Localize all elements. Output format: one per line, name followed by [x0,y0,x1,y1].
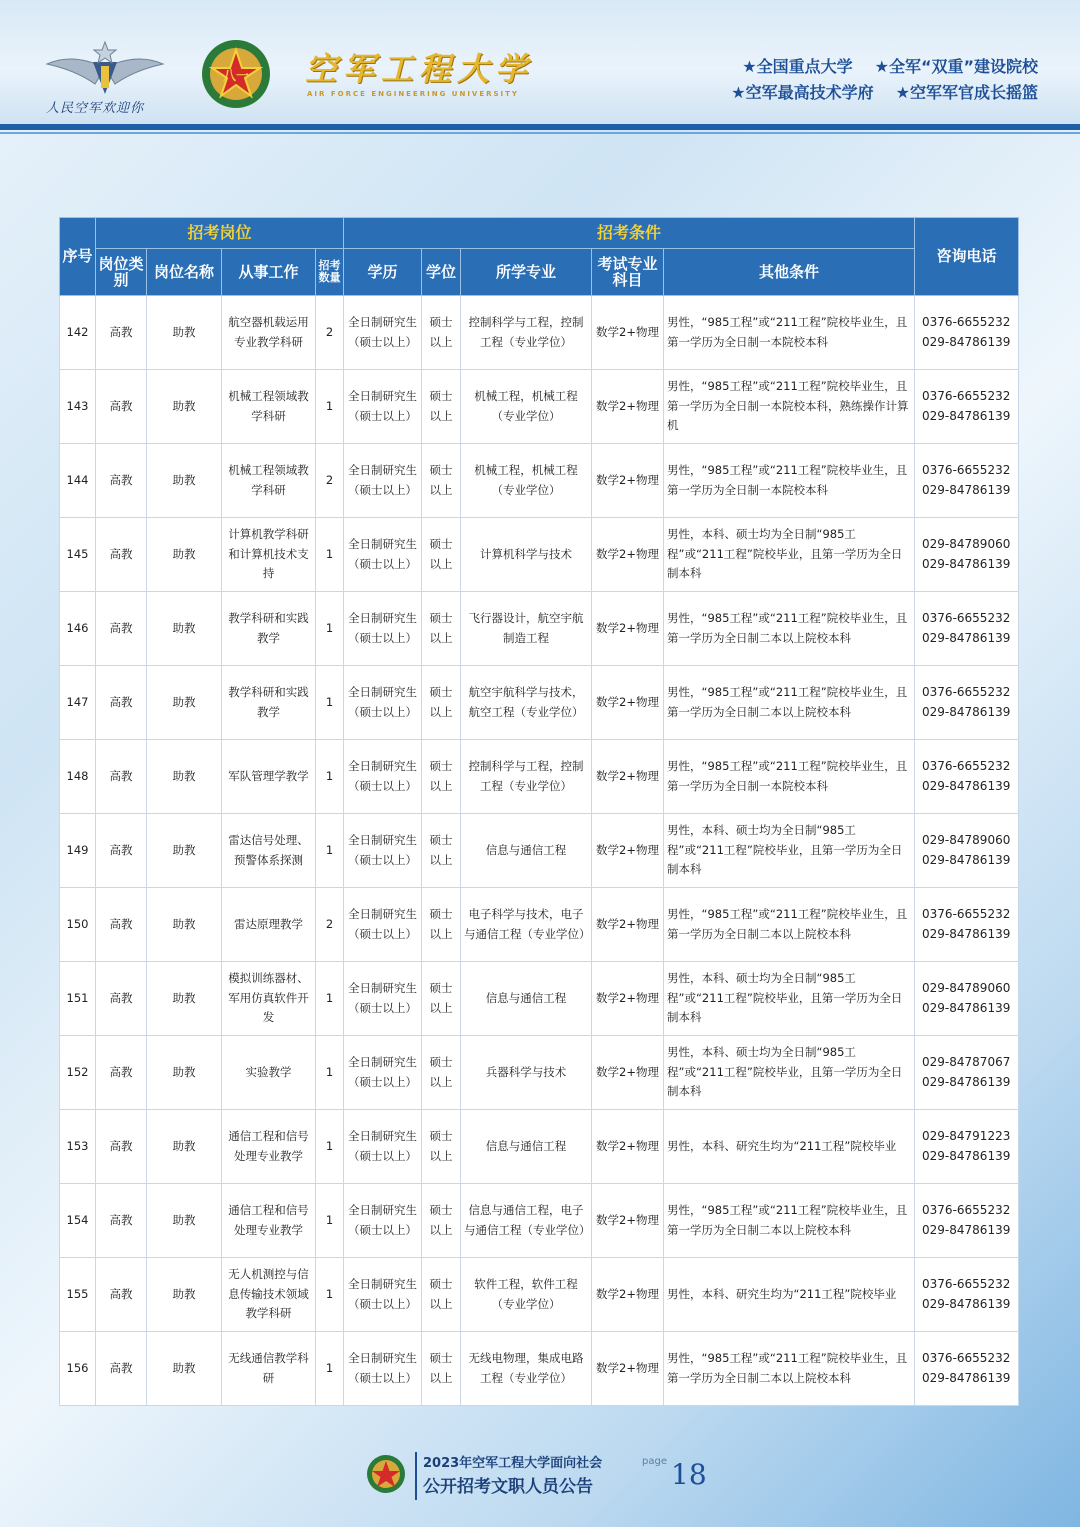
header-group-position: 招考岗位 [96,218,344,249]
cell-category: 高教 [96,296,147,370]
phone-number: 029-84786139 [922,778,1011,793]
header-exam: 考试专业科目 [592,249,664,296]
star-icon: ★ [895,83,910,102]
phone-number: 029-84786139 [922,408,1011,423]
cell-other: 男性，“985工程”或“211工程”院校毕业生，且第一学历为全日制二本以上院校本科 [664,592,915,666]
cell-name: 助教 [147,740,222,814]
table-row [60,592,1019,666]
phone-number: 0376-6655232 [922,463,1011,478]
cell-other: 男性，“985工程”或“211工程”院校毕业生，且第一学历为全日制一本院校本科 [664,740,915,814]
cell-other: 男性，“985工程”或“211工程”院校毕业生，且第一学历为全日制二本以上院校本科 [664,666,915,740]
cell-major: 无线电物理，集成电路工程（专业学位） [461,1332,592,1406]
cell-phone [915,296,1019,370]
phone-number: 029-84789060 [922,537,1011,552]
cell-name: 助教 [147,1184,222,1258]
cell-seq: 144 [60,444,96,518]
cell-seq: 151 [60,962,96,1036]
cell-category: 高教 [96,518,147,592]
cell-exam: 数学2+物理 [592,1332,664,1406]
cell-phone [915,740,1019,814]
phone-number: 029-84786139 [922,852,1011,867]
footer-title-line2: 公开招考文职人员公告 [423,1477,593,1497]
cell-work: 军队管理学教学 [222,740,316,814]
cell-work: 无人机测控与信息传输技术领域教学科研 [222,1258,316,1332]
phone-number: 029-84786139 [922,1074,1011,1089]
cell-seq: 156 [60,1332,96,1406]
cell-exam: 数学2+物理 [592,740,664,814]
cell-major: 软件工程，软件工程（专业学位） [461,1258,592,1332]
cell-name: 助教 [147,592,222,666]
cell-phone [915,1258,1019,1332]
cell-count: 1 [316,1110,344,1184]
cell-other: 男性，本科、研究生均为“211工程”院校毕业 [664,1258,915,1332]
cell-education: 全日制研究生（硕士以上） [344,740,422,814]
cell-degree: 硕士以上 [422,296,461,370]
cell-major: 信息与通信工程 [461,814,592,888]
cell-other: 男性，“985工程”或“211工程”院校毕业生，且第一学历为全日制一本院校本科，熟练操作计算机 [664,370,915,444]
cell-major: 计算机科学与技术 [461,518,592,592]
cell-phone [915,1332,1019,1406]
slogan: 人民空军欢迎你 [46,101,145,116]
cell-work: 航空器机载运用专业教学科研 [222,296,316,370]
header-phone: 咨询电话 [915,218,1019,296]
cell-name: 助教 [147,814,222,888]
cell-other: 男性，本科、研究生均为“211工程”院校毕业 [664,1110,915,1184]
cell-seq: 152 [60,1036,96,1110]
cell-other: 男性，“985工程”或“211工程”院校毕业生，且第一学历为全日制二本以上院校本科 [664,888,915,962]
cell-major: 航空宇航科学与技术，航空工程（专业学位） [461,666,592,740]
cell-degree: 硕士以上 [422,592,461,666]
cell-phone [915,370,1019,444]
cell-work: 机械工程领域教学科研 [222,444,316,518]
cell-name: 助教 [147,962,222,1036]
cell-major: 信息与通信工程，电子与通信工程（专业学位） [461,1184,592,1258]
cell-work: 教学科研和实践教学 [222,666,316,740]
cell-education: 全日制研究生（硕士以上） [344,1258,422,1332]
table-row [60,740,1019,814]
header-major: 所学专业 [461,249,592,296]
tagline: ★空军军官成长摇篮 [895,83,1038,102]
cell-education: 全日制研究生（硕士以上） [344,888,422,962]
cell-exam: 数学2+物理 [592,444,664,518]
cell-seq: 146 [60,592,96,666]
cell-other: 男性，本科、硕士均为全日制“985工程”或“211工程”院校毕业，且第一学历为全日制本科 [664,962,915,1036]
phone-number: 0376-6655232 [922,1351,1011,1366]
cell-other: 男性，“985工程”或“211工程”院校毕业生，且第一学历为全日制二本以上院校本科 [664,1332,915,1406]
cell-education: 全日制研究生（硕士以上） [344,962,422,1036]
table-row [60,444,1019,518]
cell-phone [915,444,1019,518]
cell-education: 全日制研究生（硕士以上） [344,296,422,370]
cell-category: 高教 [96,1110,147,1184]
table-row [60,370,1019,444]
recruitment-table [59,217,1019,1406]
table-row [60,518,1019,592]
cell-count: 1 [316,1258,344,1332]
cell-phone [915,666,1019,740]
cell-phone [915,518,1019,592]
army-badge-emblem [200,38,272,110]
cell-degree: 硕士以上 [422,370,461,444]
cell-category: 高教 [96,370,147,444]
cell-seq: 153 [60,1110,96,1184]
cell-category: 高教 [96,592,147,666]
table-body [60,296,1019,1406]
cell-education: 全日制研究生（硕士以上） [344,1110,422,1184]
cell-work: 雷达原理教学 [222,888,316,962]
tagline: ★空军最高技术学府 [731,83,874,102]
table-row [60,1184,1019,1258]
cell-major: 兵器科学与技术 [461,1036,592,1110]
cell-count: 1 [316,666,344,740]
page-label: page [642,1456,667,1467]
cell-category: 高教 [96,962,147,1036]
cell-seq: 142 [60,296,96,370]
cell-other: 男性，本科、硕士均为全日制“985工程”或“211工程”院校毕业，且第一学历为全日制本科 [664,1036,915,1110]
cell-degree: 硕士以上 [422,666,461,740]
cell-seq: 143 [60,370,96,444]
cell-count: 1 [316,962,344,1036]
phone-number: 029-84786139 [922,1222,1011,1237]
phone-number: 029-84786139 [922,704,1011,719]
tagline: ★全国重点大学 [742,57,853,76]
cell-phone [915,592,1019,666]
cell-name: 助教 [147,1332,222,1406]
phone-number: 0376-6655232 [922,1277,1011,1292]
svg-text:八一: 八一 [222,69,250,84]
table-row [60,888,1019,962]
cell-name: 助教 [147,444,222,518]
cell-other: 男性，“985工程”或“211工程”院校毕业生，且第一学历为全日制一本院校本科 [664,444,915,518]
cell-seq: 145 [60,518,96,592]
cell-major: 飞行器设计，航空宇航制造工程 [461,592,592,666]
cell-count: 1 [316,518,344,592]
header-other: 其他条件 [664,249,915,296]
phone-number: 029-84787067 [922,1055,1011,1070]
cell-degree: 硕士以上 [422,814,461,888]
cell-education: 全日制研究生（硕士以上） [344,1036,422,1110]
university-name-en: AIR FORCE ENGINEERING UNIVERSITY [307,90,520,98]
cell-seq: 149 [60,814,96,888]
cell-degree: 硕士以上 [422,1184,461,1258]
cell-degree: 硕士以上 [422,888,461,962]
cell-degree: 硕士以上 [422,444,461,518]
cell-category: 高教 [96,888,147,962]
phone-number: 029-84786139 [922,1000,1011,1015]
cell-exam: 数学2+物理 [592,296,664,370]
cell-education: 全日制研究生（硕士以上） [344,1184,422,1258]
phone-number: 0376-6655232 [922,759,1011,774]
cell-degree: 硕士以上 [422,962,461,1036]
cell-name: 助教 [147,370,222,444]
header-category: 岗位类别 [96,249,147,296]
table-row [60,1110,1019,1184]
cell-name: 助教 [147,518,222,592]
cell-major: 机械工程，机械工程（专业学位） [461,370,592,444]
header-name: 岗位名称 [147,249,222,296]
cell-degree: 硕士以上 [422,1258,461,1332]
cell-count: 1 [316,1036,344,1110]
header-education: 学历 [344,249,422,296]
table-row [60,1036,1019,1110]
cell-seq: 148 [60,740,96,814]
phone-number: 029-84786139 [922,482,1011,497]
table-row [60,296,1019,370]
cell-work: 模拟训练器材、军用仿真软件开发 [222,962,316,1036]
cell-name: 助教 [147,888,222,962]
cell-education: 全日制研究生（硕士以上） [344,518,422,592]
table-row [60,666,1019,740]
cell-seq: 155 [60,1258,96,1332]
cell-name: 助教 [147,666,222,740]
phone-number: 029-84791223 [922,1129,1011,1144]
phone-number: 0376-6655232 [922,907,1011,922]
cell-major: 机械工程，机械工程（专业学位） [461,444,592,518]
cell-major: 信息与通信工程 [461,962,592,1036]
cell-exam: 数学2+物理 [592,962,664,1036]
cell-seq: 150 [60,888,96,962]
cell-phone [915,888,1019,962]
cell-count: 1 [316,1184,344,1258]
footer-title-line1: 2023年空军工程大学面向社会 [423,1456,603,1471]
cell-name: 助教 [147,1258,222,1332]
header-seq: 序号 [60,218,96,296]
university-name: 空军工程大学 [305,50,534,88]
header-work: 从事工作 [222,249,316,296]
cell-exam: 数学2+物理 [592,1110,664,1184]
cell-other: 男性，“985工程”或“211工程”院校毕业生，且第一学历为全日制一本院校本科 [664,296,915,370]
cell-phone [915,1036,1019,1110]
cell-degree: 硕士以上 [422,1110,461,1184]
cell-exam: 数学2+物理 [592,1036,664,1110]
cell-major: 控制科学与工程，控制工程（专业学位） [461,740,592,814]
table-row [60,1258,1019,1332]
cell-education: 全日制研究生（硕士以上） [344,666,422,740]
cell-exam: 数学2+物理 [592,814,664,888]
cell-name: 助教 [147,296,222,370]
cell-work: 教学科研和实践教学 [222,592,316,666]
cell-name: 助教 [147,1110,222,1184]
cell-count: 2 [316,296,344,370]
page-footer [365,1448,725,1508]
footer-divider [415,1452,417,1500]
cell-exam: 数学2+物理 [592,370,664,444]
cell-exam: 数学2+物理 [592,1258,664,1332]
cell-degree: 硕士以上 [422,518,461,592]
cell-category: 高教 [96,1332,147,1406]
cell-exam: 数学2+物理 [592,666,664,740]
phone-number: 0376-6655232 [922,1203,1011,1218]
cell-degree: 硕士以上 [422,1036,461,1110]
cell-other: 男性，本科、硕士均为全日制“985工程”或“211工程”院校毕业，且第一学历为全日制本科 [664,518,915,592]
cell-category: 高教 [96,666,147,740]
star-icon: ★ [731,83,746,102]
cell-phone [915,962,1019,1036]
cell-work: 无线通信教学科研 [222,1332,316,1406]
cell-seq: 154 [60,1184,96,1258]
phone-number: 029-84786139 [922,926,1011,941]
tagline-row [638,80,1038,106]
cell-other: 男性，本科、硕士均为全日制“985工程”或“211工程”院校毕业，且第一学历为全日制本科 [664,814,915,888]
star-icon: ★ [742,57,757,76]
cell-degree: 硕士以上 [422,740,461,814]
header-count: 招考数量 [316,249,344,296]
cell-seq: 147 [60,666,96,740]
phone-number: 029-84786139 [922,556,1011,571]
cell-category: 高教 [96,814,147,888]
phone-number: 0376-6655232 [922,611,1011,626]
cell-category: 高教 [96,1036,147,1110]
tagline-row [638,54,1038,80]
cell-work: 实验教学 [222,1036,316,1110]
phone-number: 0376-6655232 [922,315,1011,330]
cell-count: 1 [316,1332,344,1406]
cell-category: 高教 [96,444,147,518]
cell-work: 机械工程领域教学科研 [222,370,316,444]
cell-phone [915,1184,1019,1258]
cell-work: 通信工程和信号处理专业教学 [222,1184,316,1258]
cell-exam: 数学2+物理 [592,888,664,962]
cell-work: 计算机教学科研和计算机技术支持 [222,518,316,592]
cell-name: 助教 [147,1036,222,1110]
phone-number: 0376-6655232 [922,389,1011,404]
header-divider-thin [0,132,1080,134]
phone-number: 029-84786139 [922,630,1011,645]
header-group-conditions: 招考条件 [344,218,915,249]
page-number: 18 [671,1458,707,1491]
phone-number: 029-84789060 [922,833,1011,848]
page-header [0,0,1080,125]
star-icon: ★ [874,57,889,76]
header-degree: 学位 [422,249,461,296]
cell-work: 雷达信号处理、预警体系探测 [222,814,316,888]
cell-phone [915,814,1019,888]
cell-education: 全日制研究生（硕士以上） [344,370,422,444]
cell-major: 控制科学与工程，控制工程（专业学位） [461,296,592,370]
cell-exam: 数学2+物理 [592,1184,664,1258]
tagline: ★全军“双重”建设院校 [874,57,1038,76]
cell-count: 1 [316,740,344,814]
cell-education: 全日制研究生（硕士以上） [344,814,422,888]
cell-other: 男性，“985工程”或“211工程”院校毕业生，且第一学历为全日制二本以上院校本科 [664,1184,915,1258]
phone-number: 029-84786139 [922,1296,1011,1311]
cell-phone [915,1110,1019,1184]
table-row [60,962,1019,1036]
cell-exam: 数学2+物理 [592,592,664,666]
phone-number: 029-84786139 [922,1148,1011,1163]
cell-count: 1 [316,370,344,444]
cell-exam: 数学2+物理 [592,518,664,592]
phone-number: 029-84786139 [922,334,1011,349]
cell-work: 通信工程和信号处理专业教学 [222,1110,316,1184]
cell-count: 2 [316,888,344,962]
table-row [60,814,1019,888]
cell-category: 高教 [96,1258,147,1332]
cell-major: 电子科学与技术，电子与通信工程（专业学位） [461,888,592,962]
cell-education: 全日制研究生（硕士以上） [344,444,422,518]
cell-education: 全日制研究生（硕士以上） [344,1332,422,1406]
taglines [638,54,1038,106]
phone-number: 0376-6655232 [922,685,1011,700]
cell-count: 1 [316,814,344,888]
cell-degree: 硕士以上 [422,1332,461,1406]
table-row [60,1332,1019,1406]
cell-category: 高教 [96,740,147,814]
cell-education: 全日制研究生（硕士以上） [344,592,422,666]
cell-count: 1 [316,592,344,666]
recruitment-table-container [59,217,1018,1406]
cell-category: 高教 [96,1184,147,1258]
army-badge-emblem [365,1452,407,1500]
cell-count: 2 [316,444,344,518]
header-divider [0,124,1080,130]
cell-major: 信息与通信工程 [461,1110,592,1184]
phone-number: 029-84786139 [922,1370,1011,1385]
phone-number: 029-84789060 [922,981,1011,996]
